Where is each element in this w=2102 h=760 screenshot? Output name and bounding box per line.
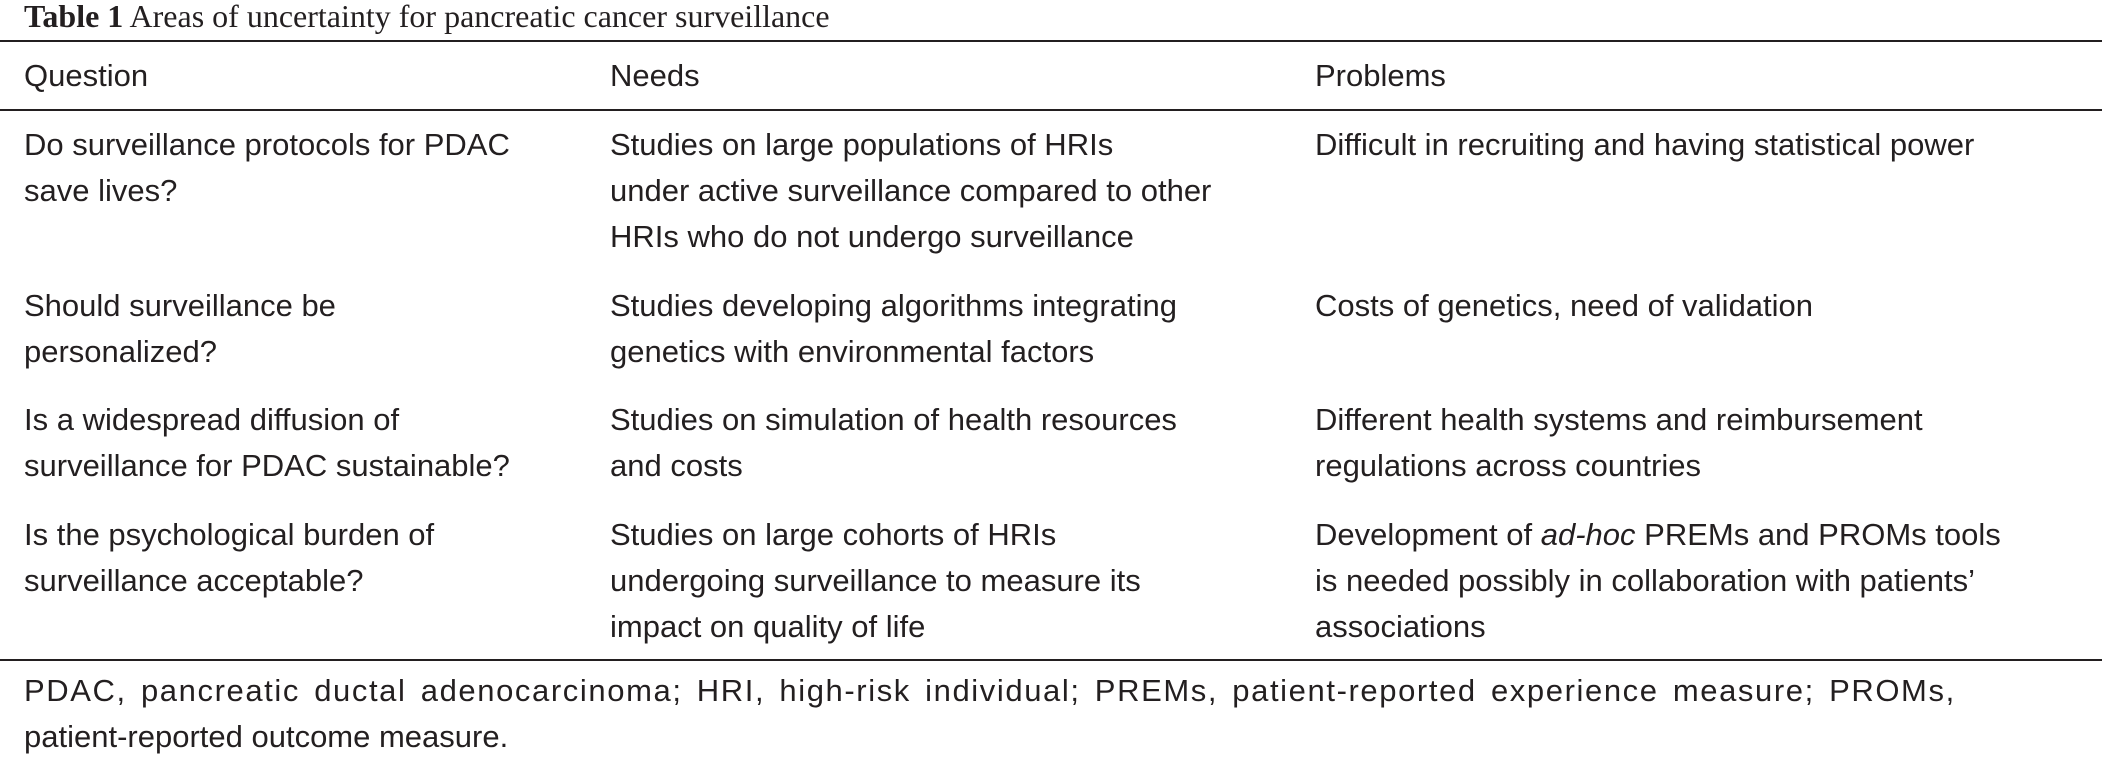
row-4-question <box>24 512 434 604</box>
cell-line: and costs <box>610 448 743 483</box>
header-rule <box>0 109 2102 111</box>
table-label: Table 1 <box>24 0 124 34</box>
cell-line: Studies developing algorithms integrating <box>610 288 1177 323</box>
cell-line: Studies on large cohorts of HRIs <box>610 517 1057 552</box>
cell-line: Studies on large populations of HRIs <box>610 127 1114 162</box>
row-1-problems <box>1315 122 1974 168</box>
row-2-needs <box>610 283 1177 375</box>
row-4-problems <box>1315 512 2001 650</box>
top-rule <box>0 40 2102 42</box>
cell-line: save lives? <box>24 173 178 208</box>
problems-text-after: PREMs and PROMs tools <box>1635 517 2001 552</box>
bottom-rule <box>0 659 2102 661</box>
cell-line: Costs of genetics, need of validation <box>1315 288 1814 323</box>
header-problems: Problems <box>1315 58 1446 93</box>
cell-line: under active surveillance compared to other <box>610 173 1212 208</box>
header-needs: Needs <box>610 58 700 93</box>
row-1-needs <box>610 122 1211 260</box>
cell-line: HRIs who do not undergo surveillance <box>610 219 1134 254</box>
cell-line: Different health systems and reimbursement <box>1315 402 1923 437</box>
footnote-line: PDAC, pancreatic ductal adenocarcinoma; HRI, high-risk individual; PREMs, patient-reported experience measure; PROMs, <box>24 673 1956 708</box>
problems-text-italic: ad-hoc <box>1540 517 1636 552</box>
cell-line: Is a widespread diffusion of <box>24 402 400 437</box>
cell-line: impact on quality of life <box>610 609 926 644</box>
header-question: Question <box>24 58 149 93</box>
row-3-needs <box>610 397 1177 489</box>
cell-line: Do surveillance protocols for PDAC <box>24 127 510 162</box>
cell-line: surveillance acceptable? <box>24 563 364 598</box>
cell-line: Difficult in recruiting and having statistical power <box>1315 127 1975 162</box>
cell-line: is needed possibly in collaboration with patients’ <box>1315 563 1976 598</box>
table-footnote <box>24 668 2078 760</box>
cell-line: Is the psychological burden of <box>24 517 435 552</box>
cell-line: Studies on simulation of health resources <box>610 402 1177 437</box>
cell-line: regulations across countries <box>1315 448 1701 483</box>
table-title: Areas of uncertainty for pancreatic cancer surveillance <box>129 0 830 34</box>
cell-line: surveillance for PDAC sustainable? <box>24 448 510 483</box>
problems-text-before: Development of <box>1315 517 1541 552</box>
cell-line: associations <box>1315 609 1486 644</box>
cell-line: undergoing surveillance to measure its <box>610 563 1141 598</box>
cell-line: Should surveillance be <box>24 288 336 323</box>
cell-line: genetics with environmental factors <box>610 334 1095 369</box>
footnote-line: patient-reported outcome measure. <box>24 719 509 754</box>
row-2-problems <box>1315 283 1813 329</box>
cell-line: personalized? <box>24 334 218 369</box>
row-1-question <box>24 122 510 214</box>
row-3-problems <box>1315 397 1923 489</box>
cell-line <box>1315 512 2001 558</box>
row-2-question <box>24 283 336 375</box>
row-3-question <box>24 397 510 489</box>
table-caption <box>24 0 830 40</box>
row-4-needs <box>610 512 1141 650</box>
